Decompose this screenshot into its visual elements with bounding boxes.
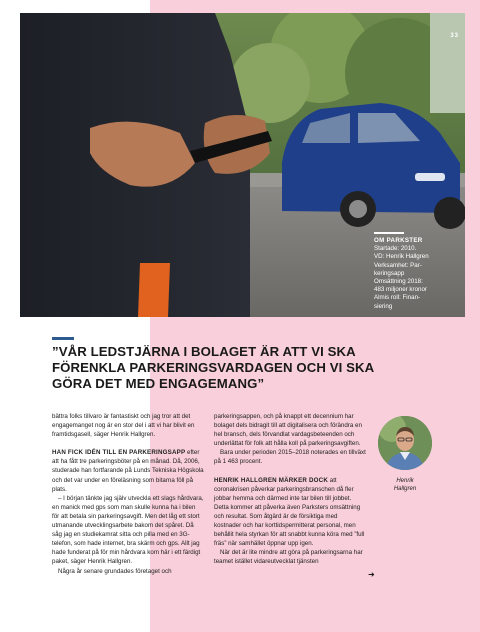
pull-quote: ”VÅR LEDSTJÄRNA I BOLAGET ÄR ATT VI SKA FÖRENKLA PARKERINGSVARDAGEN OCH VI SKA GÖRA DET MED ENGAGEMANG”	[52, 344, 374, 392]
paragraph: Några år senare grundades företaget och	[58, 567, 172, 575]
continue-arrow-icon: ➜	[368, 570, 375, 579]
fact-box	[374, 232, 462, 311]
caption-line: Hallgren	[393, 486, 417, 492]
lead-in: HENRIK HALLGREN MÄRKER DOCK	[214, 476, 329, 484]
portrait-illustration	[378, 416, 432, 470]
fact-box-line: Omsättning 2018:	[374, 278, 423, 286]
fact-box-line: keringsapp	[374, 269, 405, 277]
paragraph	[52, 448, 204, 493]
fact-box-line: VD: Henrik Hallgren	[374, 253, 429, 261]
paragraph: bättra folks tillvaro är fantastiskt och jag tror att det engagemanget nog är en stor del i att vi har blivit en framtidsgasell, säger Henrik Hallgren.	[52, 413, 195, 439]
paragraph-text: att coronakrisen påverkar parkeringsbranschen då fler jobbar hemma och därmed inte tar bilen till jobbet. Detta kommer att påverka även Parksters omsättning och resultat. Som åtgärd är de försiktiga med kostnader och har korttidspermitterat personal, men behållit hela styrkan för att snabbt kunna köra med ”full fräs” när samhället öppnar upp igen.	[214, 476, 365, 548]
article-column-1	[52, 412, 204, 576]
paragraph: Bara under perioden 2015–2018 noterades en tillväxt på 1 463 procent.	[214, 449, 366, 466]
fact-box-line: Startade: 2010.	[374, 245, 417, 253]
fact-box-line: Verksamhet: Par-	[374, 261, 422, 269]
page-number: 33	[450, 33, 459, 39]
fact-box-rule	[374, 232, 404, 234]
fact-box-title: OM PARKSTER	[374, 237, 423, 244]
quote-accent-bar	[52, 337, 74, 340]
paragraph	[214, 476, 366, 549]
paragraph: – I början tänkte jag själv utveckla ett slags hårdvara, en manick med gps som man skulle kunna ha i bilen för att betala sin parkeringsavgift. Men det låg ett stort utmanande utvecklingsarbete bakom det spåret. Då såg jag en studiekamrat sitta och pilla med en 3G-telefon, som hade internet, bra skärm och gps. Allt jag hade funderat på för min hårdvara kom här i ett färdigt paket, säger Henrik Hallgren.	[52, 494, 204, 566]
paragraph: När det är lite mindre att göra på parkeringsarna har teamet istället vidareutvecklat tjänsten	[214, 549, 363, 566]
paragraph: parkeringsappen, och på knappt ett decennium har bolaget dels bidragit till att digitalisera och förändra en hel bransch, dels förvandlat vardagsbeteenden och underlättat för folk att hålla koll på parkeringsavgiften.	[214, 413, 362, 448]
portrait-photo	[378, 416, 432, 470]
fact-box-line: 483 miljoner kronor	[374, 286, 427, 294]
lead-in: HAN FICK IDÉN TILL EN PARKERINGSAPP	[52, 449, 186, 457]
caption-line: Henrik	[396, 478, 414, 484]
article-column-2	[214, 412, 366, 567]
fact-box-line: Almis roll: Finan-	[374, 294, 421, 302]
paragraph-text: efter att ha fått tre parkeringsböter på en månad. Då, 2006, studerade han fortfarande på Lunds Tekniska Högskola och det var under en föreläsning som bitarna föll på plats.	[52, 449, 204, 493]
portrait-caption	[376, 477, 434, 493]
fact-box-line: siering	[374, 302, 393, 310]
